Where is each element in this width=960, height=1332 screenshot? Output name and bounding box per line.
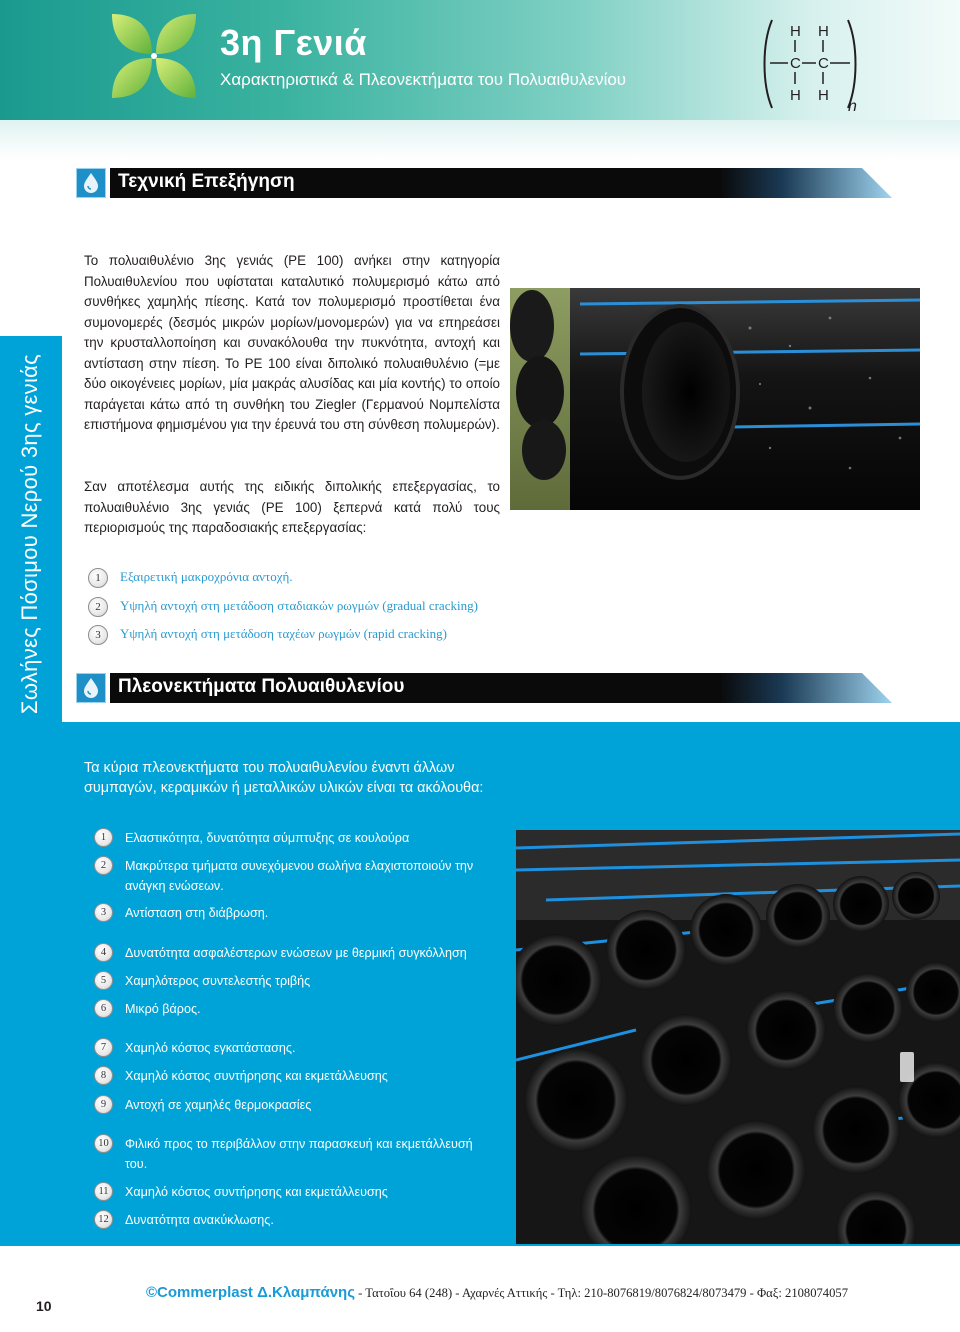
number-badge: 10 [94, 1134, 113, 1153]
formula-h1: H [790, 23, 801, 40]
side-label: Σωλήνες Πόσιμου Νερού 3ης γενιάς [17, 353, 42, 715]
list-item-text: Δυνατότητα ανακύκλωσης. [125, 1213, 274, 1227]
list-item-text: Μακρύτερα τμήματα συνεχόμενου σωλήνα ελαχιστοποιούν την ανάγκη ενώσεων. [125, 859, 474, 893]
list-item-text: Δυνατότητα ασφαλέστερων ενώσεων με θερμική συγκόλληση [125, 946, 467, 960]
header-fade [0, 120, 960, 160]
water-drop-icon [76, 673, 106, 703]
footer [146, 1284, 848, 1301]
technical-paragraph-1: Το πολυαιθυλένιο 3ης γενιάς (PE 100) ανήκει στην κατηγορία Πολυαιθυλενίου που υφίσταται καταλυτικό πολυμερισμό κάτω από συνθήκες χαμηλής πίεσης. Κατά τον πολυμερισμό προστίθεται ένα συμονομερές (δεσμός μικρών μορίων/μονομερών) για να επηρεάσει την κρυσταλλοποίηση και συνακόλουθα την πυκνότητα, αντοχή και αντίσταση στην πίεση. Το PE 100 είναι διπολικό πολυαιθυλένιο (=με δύο οικογένειες μορίων, μία μακράς αλυσίδας και μία κοντής) το οποίο παράγεται κάτω από τη συνθήκη του Ziegler (Γερμανού Νομπελίστα επιστήμονα φημισμένου για την έρευνά του στη σύνθεση πολυμερών). [84, 253, 500, 432]
formula-h3: H [790, 87, 801, 104]
page-number: 10 [36, 1298, 52, 1314]
section-title: Πλεονεκτήματα Πολυαιθυλενίου [118, 676, 405, 697]
number-badge: 3 [88, 625, 108, 645]
number-badge: 6 [94, 999, 113, 1018]
formula-subscript: n [848, 98, 857, 114]
number-badge: 3 [94, 903, 113, 922]
list-item-text: Υψηλή αντοχή στη μετάδοση ταχέων ρωγμών (rapid cracking) [120, 626, 447, 641]
number-badge: 1 [88, 568, 108, 588]
list-item-text: Χαμηλό κόστος συντήρησης και εκμετάλλευσης [125, 1185, 388, 1199]
list-item-text: Αντίσταση στη διάβρωση. [125, 906, 269, 920]
list-item-text: Εξαιρετική μακροχρόνια αντοχή. [120, 569, 293, 584]
water-drop-icon [76, 168, 106, 198]
list-item-text: Αντοχή σε χαμηλές θερμοκρασίες [125, 1098, 312, 1112]
section-header-technical [76, 168, 892, 198]
number-badge: 12 [94, 1210, 113, 1229]
number-badge: 4 [94, 943, 113, 962]
section-title: Τεχνική Επεξήγηση [118, 171, 295, 192]
number-badge: 11 [94, 1182, 113, 1201]
technical-paragraph-2: Σαν αποτέλεσμα αυτής της ειδικής διπολικής επεξεργασίας, το πολυαιθυλένιο 3ης γενιάς (PE 100) ξεπερνά κατά πολύ τους περιορισμούς της παραδοσιακής επεξεργασίας: [84, 479, 500, 535]
leaf-logo-icon [108, 10, 200, 102]
number-badge: 9 [94, 1095, 113, 1114]
pipes-photo-stack [516, 830, 960, 1244]
number-badge: 7 [94, 1038, 113, 1057]
pipes-photo-wet [510, 288, 920, 510]
advantages-intro: Τα κύρια πλεονεκτήματα του πολυαιθυλενίου έναντι άλλων συμπαγών, κεραμικών ή μεταλλικών υλικών είναι τα ακόλουθα: [84, 760, 484, 796]
footer-separator: - [355, 1286, 366, 1300]
list-item-text: Ελαστικότητα, δυνατότητα σύμπτυξης σε κουλούρα [125, 831, 410, 845]
footer-address: Τατοΐου 64 (248) - Αχαρνές Αττικής - Τηλ: 210-8076819/8076824/8073479 - Φαξ: 2108074057 [365, 1286, 848, 1300]
page-title: 3η Γενιά [220, 22, 367, 63]
formula-c1: C [790, 55, 801, 72]
page-subtitle: Χαρακτηριστικά & Πλεονεκτήματα του Πολυαιθυλενίου [220, 70, 627, 89]
section-header-advantages [76, 673, 892, 703]
formula-h4: H [818, 87, 829, 104]
list-item-text: Μικρό βάρος. [125, 1002, 201, 1016]
list-item-text: Χαμηλότερος συντελεστής τριβής [125, 974, 311, 988]
polyethylene-formula [762, 14, 862, 114]
number-badge: 2 [88, 597, 108, 617]
number-badge: 5 [94, 971, 113, 990]
number-badge: 2 [94, 856, 113, 875]
number-badge: 8 [94, 1066, 113, 1085]
number-badge: 1 [94, 828, 113, 847]
list-item-text: Υψηλή αντοχή στη μετάδοση σταδιακών ρωγμών (gradual cracking) [120, 598, 478, 613]
formula-h2: H [818, 23, 829, 40]
list-item-text: Φιλικό προς το περιβάλλον στην παρασκευή και εκμετάλλευσή του. [125, 1137, 473, 1171]
list-item-text: Χαμηλό κόστος εγκατάστασης. [125, 1041, 296, 1055]
list-item-text: Χαμηλό κόστος συντήρησης και εκμετάλλευσης [125, 1069, 388, 1083]
footer-brand: ©Commerplast Δ.Κλαμπάνης [146, 1284, 356, 1301]
formula-c2: C [818, 55, 829, 72]
